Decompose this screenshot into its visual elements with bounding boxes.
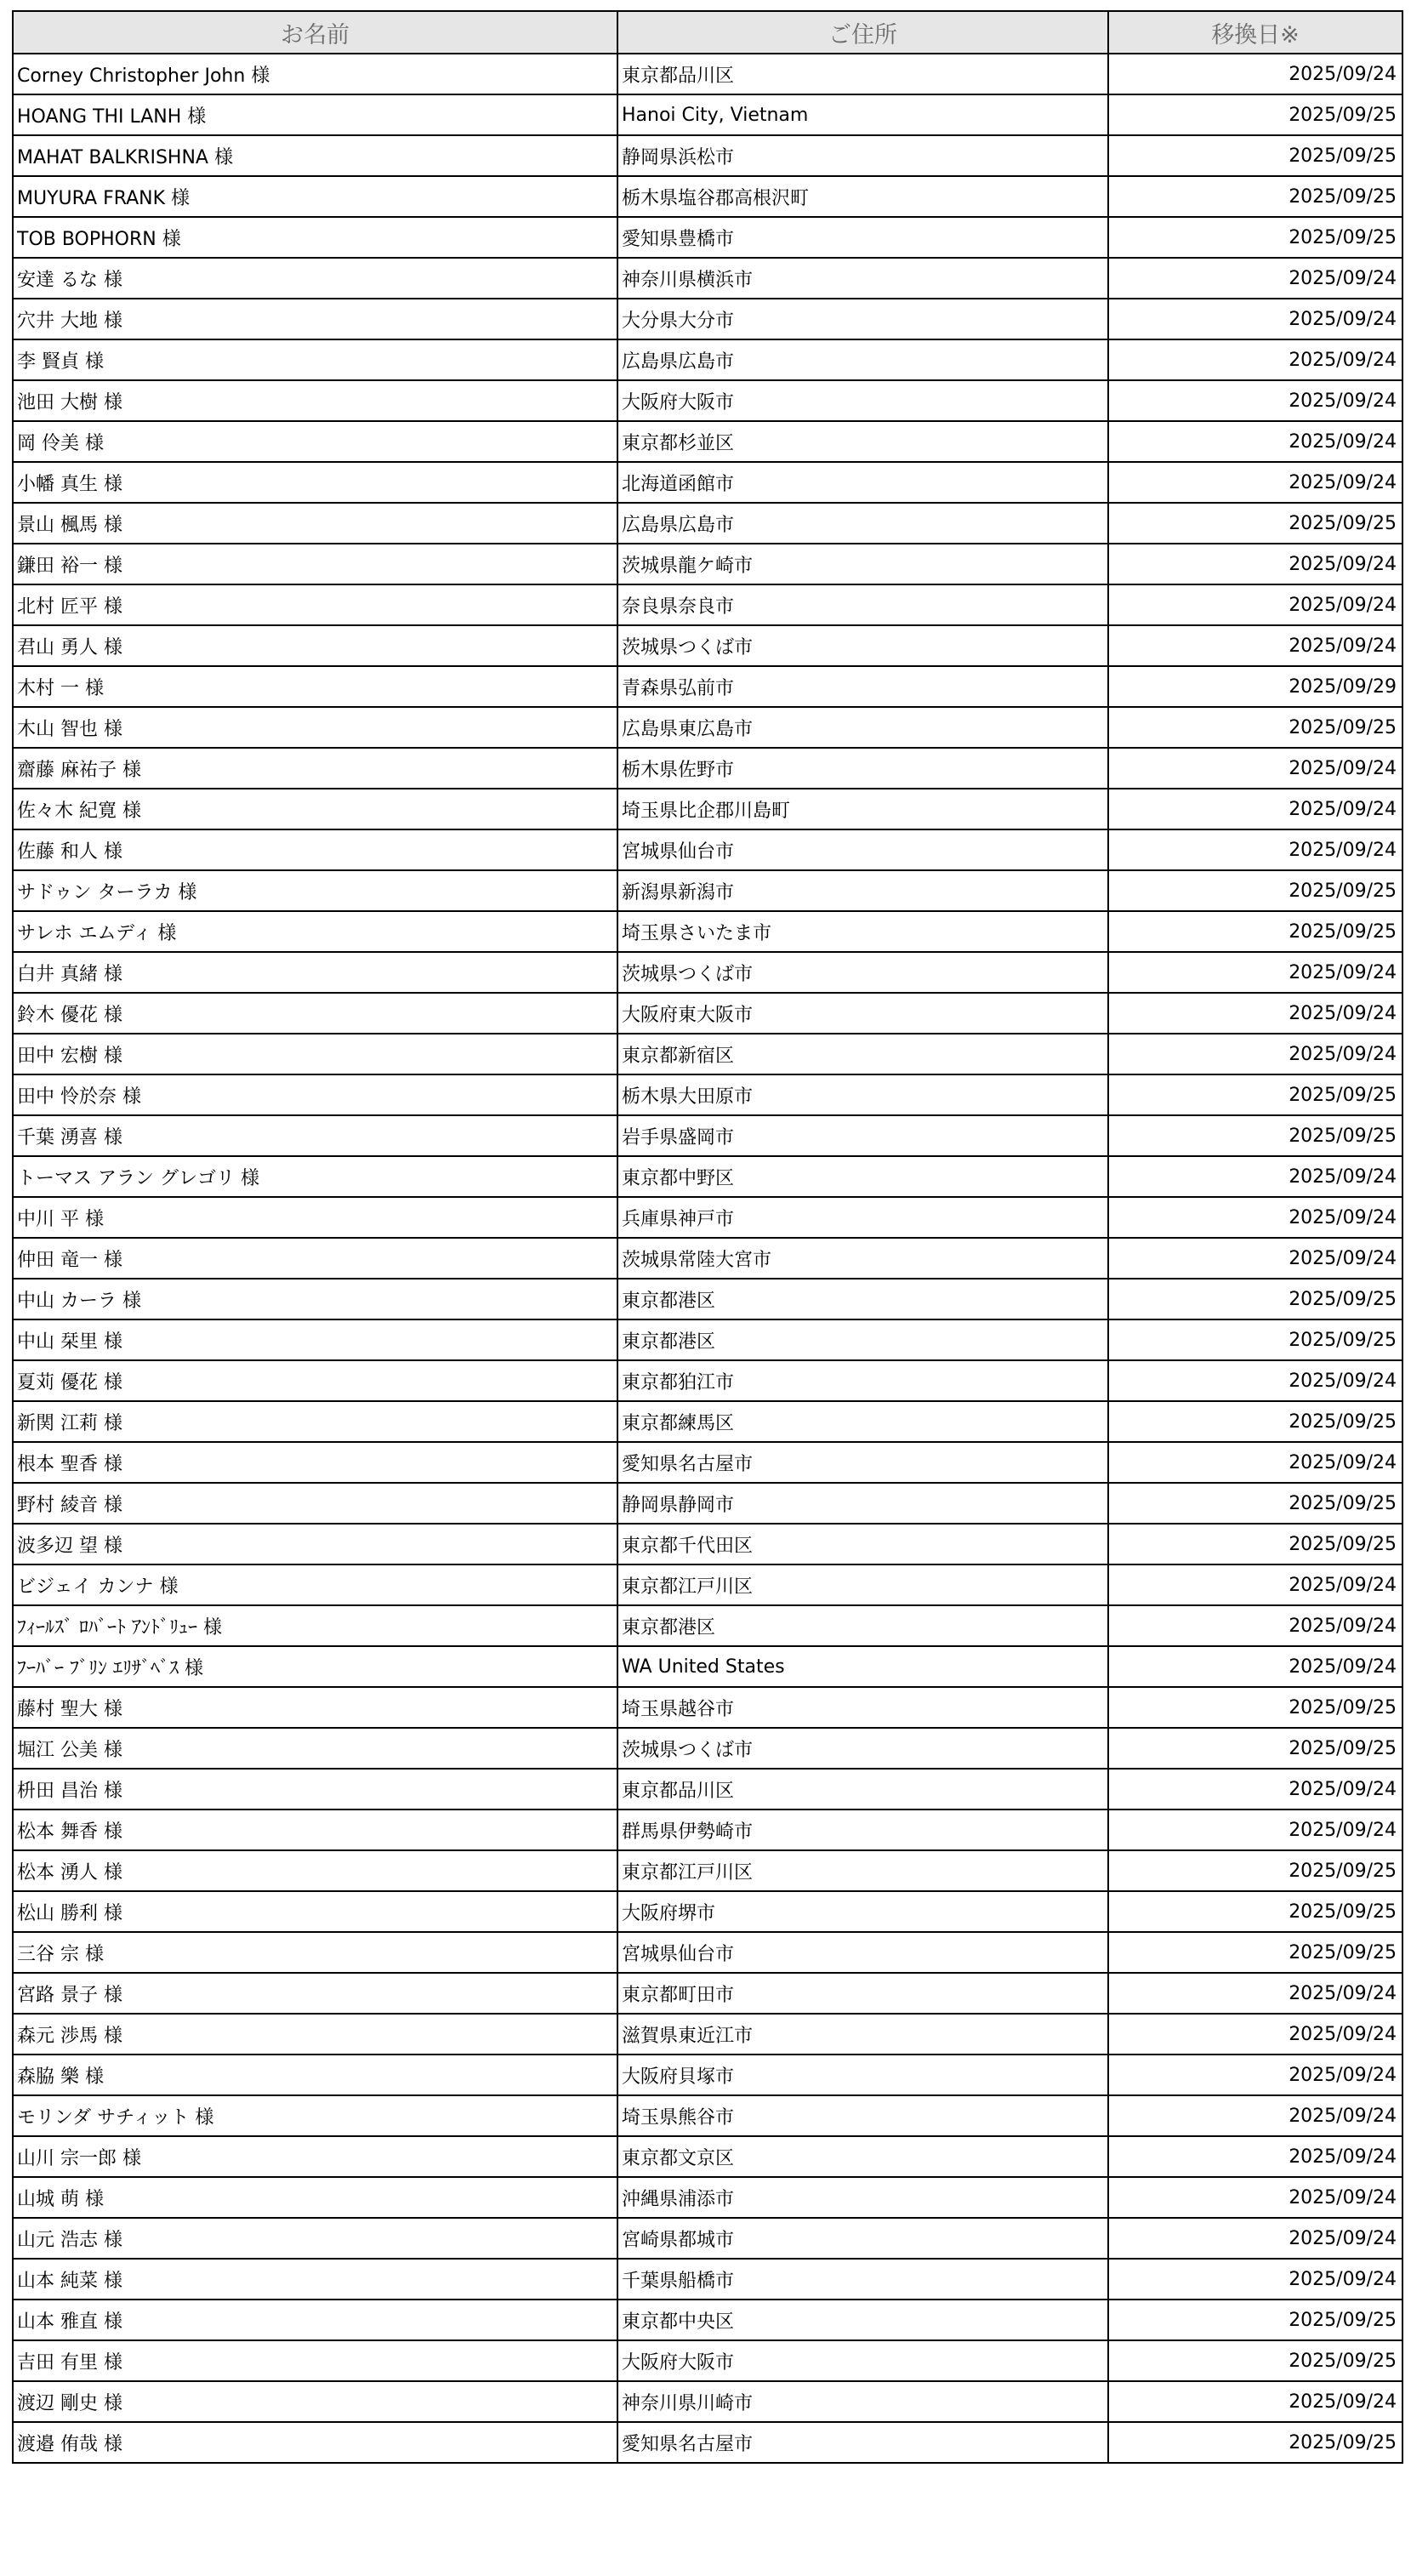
cell-name: モリンダ サチィット 様: [13, 2095, 617, 2136]
cell-name: 渡邉 侑哉 様: [13, 2422, 617, 2463]
cell-name: 三谷 宗 様: [13, 1932, 617, 1973]
table-row: [13, 1360, 1402, 1401]
cell-date: 2025/09/25: [1108, 1524, 1402, 1564]
table-row: [13, 1442, 1402, 1483]
cell-name: 新関 江莉 様: [13, 1401, 617, 1442]
table-row: [13, 952, 1402, 993]
cell-date: 2025/09/25: [1108, 1850, 1402, 1891]
table-row: [13, 1279, 1402, 1319]
cell-date: 2025/09/25: [1108, 1932, 1402, 1973]
cell-name: 山川 宗一郎 様: [13, 2136, 617, 2177]
cell-address: 茨城県つくば市: [617, 1728, 1108, 1769]
table-row: [13, 1564, 1402, 1605]
cell-name: 堀江 公美 様: [13, 1728, 617, 1769]
cell-address: 東京都中央区: [617, 2300, 1108, 2340]
cell-address: 東京都杉並区: [617, 421, 1108, 462]
cell-address: 東京都狛江市: [617, 1360, 1108, 1401]
cell-name: 波多辺 望 様: [13, 1524, 617, 1564]
cell-date: 2025/09/24: [1108, 1156, 1402, 1197]
table-row: [13, 2300, 1402, 2340]
cell-address: 東京都練馬区: [617, 1401, 1108, 1442]
cell-name: 李 賢貞 様: [13, 339, 617, 380]
cell-name: ﾌｰﾊﾞｰ ﾌﾞﾘﾝ ｴﾘｻﾞﾍﾞｽ 様: [13, 1646, 617, 1687]
cell-name: サレホ エムディ 様: [13, 911, 617, 952]
table-body: [13, 54, 1402, 2463]
cell-date: 2025/09/24: [1108, 421, 1402, 462]
cell-address: 大阪府貝塚市: [617, 2055, 1108, 2095]
cell-name: 景山 楓馬 様: [13, 503, 617, 544]
cell-date: 2025/09/25: [1108, 911, 1402, 952]
cell-date: 2025/09/24: [1108, 1646, 1402, 1687]
cell-address: 沖縄県浦添市: [617, 2177, 1108, 2218]
cell-date: 2025/09/24: [1108, 1769, 1402, 1809]
cell-date: 2025/09/24: [1108, 380, 1402, 421]
cell-name: 穴井 大地 様: [13, 299, 617, 339]
table-row: [13, 1401, 1402, 1442]
table-row: [13, 1483, 1402, 1524]
cell-date: 2025/09/25: [1108, 94, 1402, 135]
cell-address: 滋賀県東近江市: [617, 2014, 1108, 2055]
table-row: [13, 176, 1402, 217]
cell-address: 兵庫県神戸市: [617, 1197, 1108, 1238]
cell-address: 静岡県浜松市: [617, 135, 1108, 176]
cell-date: 2025/09/25: [1108, 135, 1402, 176]
cell-date: 2025/09/24: [1108, 952, 1402, 993]
cell-name: 山本 純菜 様: [13, 2259, 617, 2300]
table-row: [13, 1809, 1402, 1850]
cell-address: 宮崎県都城市: [617, 2218, 1108, 2259]
cell-address: 東京都江戸川区: [617, 1564, 1108, 1605]
table-row: [13, 993, 1402, 1034]
cell-address: 東京都品川区: [617, 1769, 1108, 1809]
cell-address: 栃木県佐野市: [617, 748, 1108, 789]
cell-address: 東京都港区: [617, 1319, 1108, 1360]
column-header-name: お名前: [13, 11, 617, 54]
cell-name: 岡 伶美 様: [13, 421, 617, 462]
cell-name: 枡田 昌治 様: [13, 1769, 617, 1809]
cell-name: 松本 湧人 様: [13, 1850, 617, 1891]
cell-address: Hanoi City, Vietnam: [617, 94, 1108, 135]
cell-date: 2025/09/24: [1108, 2218, 1402, 2259]
cell-name: 千葉 湧喜 様: [13, 1115, 617, 1156]
cell-address: 愛知県豊橋市: [617, 217, 1108, 258]
table-row: [13, 1891, 1402, 1932]
table-row: [13, 748, 1402, 789]
cell-date: 2025/09/24: [1108, 54, 1402, 94]
cell-name: 藤村 聖大 様: [13, 1687, 617, 1728]
cell-address: 茨城県常陸大宮市: [617, 1238, 1108, 1279]
cell-name: サドゥン ターラカ 様: [13, 870, 617, 911]
cell-address: 宮城県仙台市: [617, 1932, 1108, 1973]
cell-date: 2025/09/25: [1108, 1728, 1402, 1769]
cell-date: 2025/09/24: [1108, 2259, 1402, 2300]
cell-date: 2025/09/24: [1108, 1809, 1402, 1850]
cell-date: 2025/09/25: [1108, 870, 1402, 911]
cell-address: 東京都文京区: [617, 2136, 1108, 2177]
cell-date: 2025/09/25: [1108, 1483, 1402, 1524]
cell-date: 2025/09/25: [1108, 707, 1402, 748]
table-row: [13, 1605, 1402, 1646]
table-row: [13, 94, 1402, 135]
cell-date: 2025/09/25: [1108, 2300, 1402, 2340]
cell-date: 2025/09/24: [1108, 789, 1402, 829]
cell-name: 宮路 景子 様: [13, 1973, 617, 2014]
table-row: [13, 1728, 1402, 1769]
cell-address: 岩手県盛岡市: [617, 1115, 1108, 1156]
recipient-table: [12, 10, 1403, 2464]
table-row: [13, 380, 1402, 421]
cell-date: 2025/09/24: [1108, 993, 1402, 1034]
cell-date: 2025/09/24: [1108, 2381, 1402, 2422]
cell-name: TOB BOPHORN 様: [13, 217, 617, 258]
cell-address: 新潟県新潟市: [617, 870, 1108, 911]
cell-name: 夏苅 優花 様: [13, 1360, 617, 1401]
cell-name: 中川 平 様: [13, 1197, 617, 1238]
table-row: [13, 1973, 1402, 2014]
table-row: [13, 1034, 1402, 1074]
cell-name: 小幡 真生 様: [13, 462, 617, 503]
cell-address: 大阪府堺市: [617, 1891, 1108, 1932]
table-row: [13, 789, 1402, 829]
cell-date: 2025/09/25: [1108, 1279, 1402, 1319]
cell-name: 松本 舞香 様: [13, 1809, 617, 1850]
cell-name: 鎌田 裕一 様: [13, 544, 617, 584]
cell-date: 2025/09/29: [1108, 666, 1402, 707]
cell-date: 2025/09/25: [1108, 1074, 1402, 1115]
table-row: [13, 503, 1402, 544]
cell-date: 2025/09/24: [1108, 1360, 1402, 1401]
cell-address: 栃木県大田原市: [617, 1074, 1108, 1115]
cell-name: 野村 綾音 様: [13, 1483, 617, 1524]
cell-name: 中山 カーラ 様: [13, 1279, 617, 1319]
cell-address: 東京都新宿区: [617, 1034, 1108, 1074]
cell-date: 2025/09/25: [1108, 1401, 1402, 1442]
cell-address: 大阪府大阪市: [617, 2340, 1108, 2381]
cell-date: 2025/09/24: [1108, 544, 1402, 584]
cell-address: 広島県東広島市: [617, 707, 1108, 748]
cell-address: 東京都港区: [617, 1279, 1108, 1319]
table-row: [13, 2014, 1402, 2055]
table-row: [13, 625, 1402, 666]
table-row: [13, 217, 1402, 258]
table-row: [13, 1319, 1402, 1360]
cell-address: 青森県弘前市: [617, 666, 1108, 707]
cell-date: 2025/09/25: [1108, 1115, 1402, 1156]
table-row: [13, 135, 1402, 176]
cell-address: 東京都町田市: [617, 1973, 1108, 2014]
cell-name: 森脇 樂 様: [13, 2055, 617, 2095]
cell-address: 北海道函館市: [617, 462, 1108, 503]
cell-date: 2025/09/24: [1108, 2055, 1402, 2095]
table-row: [13, 584, 1402, 625]
cell-date: 2025/09/24: [1108, 2014, 1402, 2055]
cell-name: 北村 匠平 様: [13, 584, 617, 625]
table-row: [13, 54, 1402, 94]
table-row: [13, 2259, 1402, 2300]
cell-address: WA United States: [617, 1646, 1108, 1687]
cell-address: 東京都品川区: [617, 54, 1108, 94]
cell-address: 埼玉県越谷市: [617, 1687, 1108, 1728]
cell-name: 山城 萌 様: [13, 2177, 617, 2218]
table-row: [13, 911, 1402, 952]
cell-date: 2025/09/24: [1108, 462, 1402, 503]
cell-name: 山本 雅直 様: [13, 2300, 617, 2340]
table-row: [13, 1238, 1402, 1279]
cell-address: 埼玉県比企郡川島町: [617, 789, 1108, 829]
table-row: [13, 1074, 1402, 1115]
cell-address: 神奈川県横浜市: [617, 258, 1108, 299]
table-row: [13, 2340, 1402, 2381]
cell-name: 池田 大樹 様: [13, 380, 617, 421]
cell-name: トーマス アラン グレゴリ 様: [13, 1156, 617, 1197]
cell-date: 2025/09/24: [1108, 1973, 1402, 2014]
cell-name: 森元 渉馬 様: [13, 2014, 617, 2055]
cell-name: 山元 浩志 様: [13, 2218, 617, 2259]
table-row: [13, 2422, 1402, 2463]
cell-address: 茨城県つくば市: [617, 952, 1108, 993]
cell-date: 2025/09/24: [1108, 829, 1402, 870]
cell-address: 埼玉県熊谷市: [617, 2095, 1108, 2136]
cell-date: 2025/09/25: [1108, 1687, 1402, 1728]
table-row: [13, 421, 1402, 462]
table-row: [13, 1932, 1402, 1973]
table-row: [13, 1769, 1402, 1809]
cell-name: 仲田 竜一 様: [13, 1238, 617, 1279]
cell-address: 広島県広島市: [617, 339, 1108, 380]
cell-date: 2025/09/24: [1108, 625, 1402, 666]
table-row: [13, 1197, 1402, 1238]
cell-address: 愛知県名古屋市: [617, 2422, 1108, 2463]
cell-address: 東京都港区: [617, 1605, 1108, 1646]
cell-date: 2025/09/25: [1108, 217, 1402, 258]
table-row: [13, 2381, 1402, 2422]
table-row: [13, 2055, 1402, 2095]
cell-address: 神奈川県川崎市: [617, 2381, 1108, 2422]
table-row: [13, 1115, 1402, 1156]
cell-address: 東京都江戸川区: [617, 1850, 1108, 1891]
table-row: [13, 1524, 1402, 1564]
cell-address: 静岡県静岡市: [617, 1483, 1108, 1524]
cell-address: 愛知県名古屋市: [617, 1442, 1108, 1483]
cell-date: 2025/09/24: [1108, 1238, 1402, 1279]
cell-date: 2025/09/25: [1108, 503, 1402, 544]
cell-name: 田中 宏樹 様: [13, 1034, 617, 1074]
cell-name: Corney Christopher John 様: [13, 54, 617, 94]
cell-date: 2025/09/25: [1108, 176, 1402, 217]
cell-address: 広島県広島市: [617, 503, 1108, 544]
cell-name: 木山 智也 様: [13, 707, 617, 748]
table-row: [13, 258, 1402, 299]
cell-name: 齋藤 麻祐子 様: [13, 748, 617, 789]
table-row: [13, 1156, 1402, 1197]
header-row: [13, 11, 1402, 54]
cell-date: 2025/09/24: [1108, 2136, 1402, 2177]
cell-address: 埼玉県さいたま市: [617, 911, 1108, 952]
table-row: [13, 2218, 1402, 2259]
table-row: [13, 299, 1402, 339]
column-header-date: 移換日※: [1108, 11, 1402, 54]
cell-date: 2025/09/24: [1108, 1034, 1402, 1074]
cell-name: 鈴木 優花 様: [13, 993, 617, 1034]
cell-address: 東京都千代田区: [617, 1524, 1108, 1564]
cell-date: 2025/09/24: [1108, 1564, 1402, 1605]
cell-name: MUYURA FRANK 様: [13, 176, 617, 217]
table-row: [13, 1850, 1402, 1891]
table-row: [13, 2136, 1402, 2177]
cell-date: 2025/09/25: [1108, 2422, 1402, 2463]
cell-date: 2025/09/24: [1108, 339, 1402, 380]
cell-date: 2025/09/24: [1108, 2095, 1402, 2136]
cell-name: 君山 勇人 様: [13, 625, 617, 666]
table-row: [13, 2177, 1402, 2218]
cell-address: 大分県大分市: [617, 299, 1108, 339]
cell-address: 茨城県つくば市: [617, 625, 1108, 666]
table-row: [13, 339, 1402, 380]
cell-address: 大阪府東大阪市: [617, 993, 1108, 1034]
table-row: [13, 544, 1402, 584]
table-row: [13, 666, 1402, 707]
cell-date: 2025/09/24: [1108, 299, 1402, 339]
cell-address: 東京都中野区: [617, 1156, 1108, 1197]
cell-name: ﾌｨｰﾙｽﾞ ﾛﾊﾞｰﾄ ｱﾝﾄﾞﾘｭｰ 様: [13, 1605, 617, 1646]
table-row: [13, 707, 1402, 748]
column-header-address: ご住所: [617, 11, 1108, 54]
cell-date: 2025/09/24: [1108, 2177, 1402, 2218]
table-row: [13, 829, 1402, 870]
cell-address: 大阪府大阪市: [617, 380, 1108, 421]
cell-name: 吉田 有里 様: [13, 2340, 617, 2381]
table-row: [13, 2095, 1402, 2136]
cell-address: 千葉県船橋市: [617, 2259, 1108, 2300]
cell-name: 渡辺 剛史 様: [13, 2381, 617, 2422]
cell-address: 奈良県奈良市: [617, 584, 1108, 625]
cell-name: 白井 真緒 様: [13, 952, 617, 993]
table-row: [13, 1687, 1402, 1728]
cell-name: HOANG THI LANH 様: [13, 94, 617, 135]
cell-date: 2025/09/24: [1108, 748, 1402, 789]
cell-name: 木村 一 様: [13, 666, 617, 707]
table-header: [13, 11, 1402, 54]
cell-name: ビジェイ カンナ 様: [13, 1564, 617, 1605]
cell-name: 根本 聖香 様: [13, 1442, 617, 1483]
cell-date: 2025/09/24: [1108, 258, 1402, 299]
cell-address: 宮城県仙台市: [617, 829, 1108, 870]
cell-address: 栃木県塩谷郡高根沢町: [617, 176, 1108, 217]
cell-name: 佐々木 紀寛 様: [13, 789, 617, 829]
cell-name: 佐藤 和人 様: [13, 829, 617, 870]
cell-name: MAHAT BALKRISHNA 様: [13, 135, 617, 176]
cell-date: 2025/09/24: [1108, 1197, 1402, 1238]
cell-date: 2025/09/24: [1108, 1442, 1402, 1483]
cell-date: 2025/09/25: [1108, 2340, 1402, 2381]
table-row: [13, 870, 1402, 911]
cell-date: 2025/09/25: [1108, 1891, 1402, 1932]
table-row: [13, 462, 1402, 503]
cell-name: 安達 るな 様: [13, 258, 617, 299]
cell-address: 茨城県龍ケ崎市: [617, 544, 1108, 584]
cell-address: 群馬県伊勢崎市: [617, 1809, 1108, 1850]
cell-date: 2025/09/24: [1108, 1605, 1402, 1646]
cell-name: 松山 勝利 様: [13, 1891, 617, 1932]
cell-date: 2025/09/24: [1108, 584, 1402, 625]
cell-name: 田中 怜於奈 様: [13, 1074, 617, 1115]
table-row: [13, 1646, 1402, 1687]
cell-date: 2025/09/25: [1108, 1319, 1402, 1360]
cell-name: 中山 栞里 様: [13, 1319, 617, 1360]
